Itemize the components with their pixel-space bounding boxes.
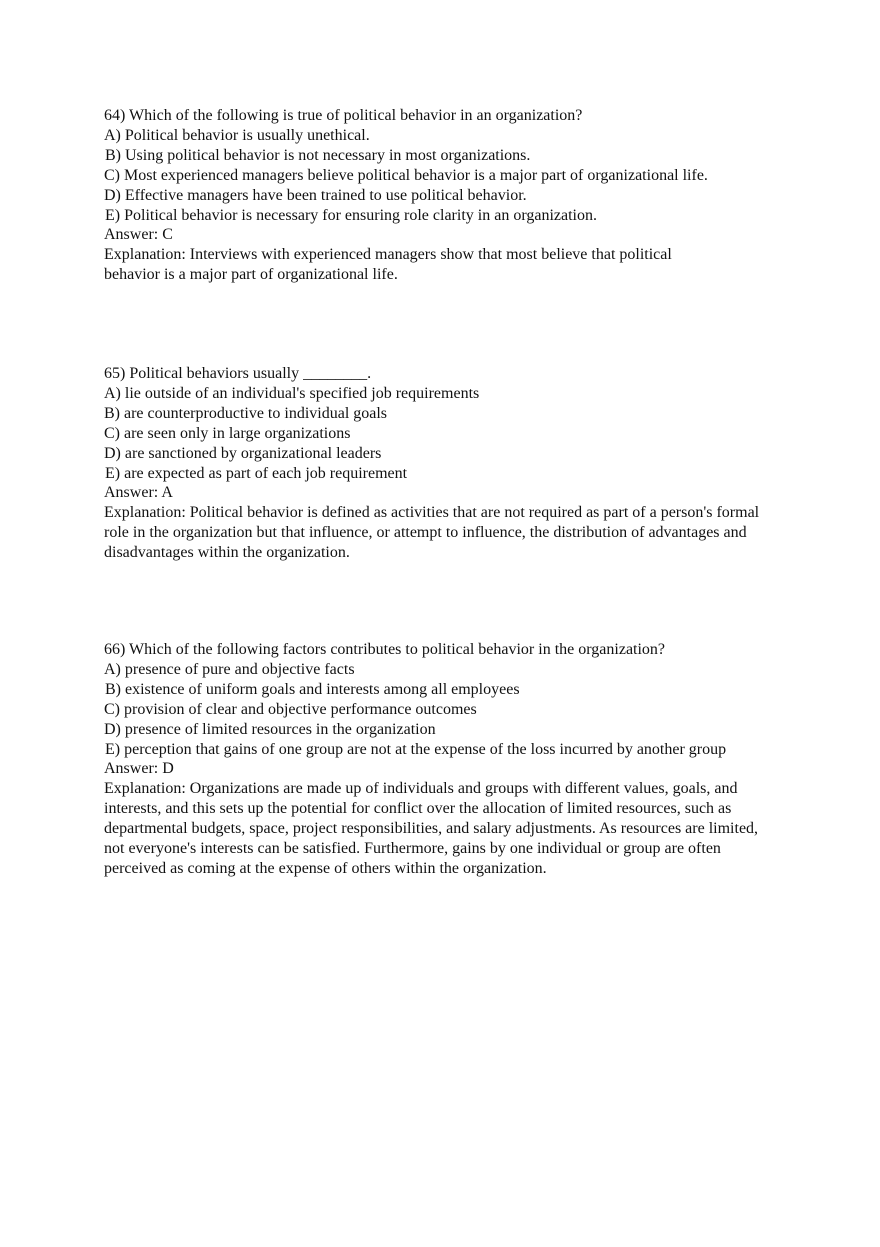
option-d: D) presence of limited resources in the organization (104, 720, 436, 738)
question-64 (104, 106, 794, 285)
question-stem: 66) Which of the following factors contributes to political behavior in the organization? (104, 641, 666, 658)
option-d: D) are sanctioned by organizational leaders (104, 444, 382, 462)
option-e: E) perception that gains of one group are not at the expense of the loss incurred by another group (105, 740, 727, 758)
question-66 (104, 640, 794, 879)
option-b: B) Using political behavior is not necessary in most organizations. (105, 146, 531, 164)
option-d: D) Effective managers have been trained to use political behavior. (104, 186, 527, 204)
explanation: Explanation: Political behavior is defined as activities that are not required as part of a person's formal role in the organization but that influence, or attempt to influence, the distribution of advantages and disadvantages within the organization. (104, 504, 760, 562)
option-c: C) provision of clear and objective performance outcomes (104, 700, 477, 718)
answer: Answer: D (104, 760, 174, 778)
question-stem: 64) Which of the following is true of political behavior in an organization? (104, 107, 583, 124)
answer: Answer: A (104, 484, 173, 502)
explanation: Explanation: Interviews with experienced managers show that most believe that political behavior is a major part of organizational life. (104, 246, 672, 284)
answer: Answer: C (104, 226, 173, 244)
question-65 (104, 364, 794, 563)
option-e: E) are expected as part of each job requirement (105, 464, 408, 482)
option-a: A) lie outside of an individual's specified job requirements (104, 384, 480, 402)
explanation: Explanation: Organizations are made up of individuals and groups with different values, goals, and interests, and this sets up the potential for conflict over the allocation of limited resources, such as departmental budgets, space, project responsibilities, and salary adjustments. As resources are limited, not everyone's interests can be satisfied. Furthermore, gains by one individual or group are often perceived as coming at the expense of others within the organization. (104, 780, 759, 877)
option-c: C) Most experienced managers believe political behavior is a major part of organizational life. (104, 166, 708, 184)
option-b: B) existence of uniform goals and interests among all employees (105, 680, 520, 698)
option-a: A) presence of pure and objective facts (104, 660, 355, 678)
option-e: E) Political behavior is necessary for ensuring role clarity in an organization. (105, 206, 597, 224)
question-stem: 65) Political behaviors usually ________. (104, 365, 372, 382)
option-a: A) Political behavior is usually unethical. (104, 126, 370, 144)
option-b: B) are counterproductive to individual goals (104, 404, 388, 422)
option-c: C) are seen only in large organizations (104, 424, 351, 442)
